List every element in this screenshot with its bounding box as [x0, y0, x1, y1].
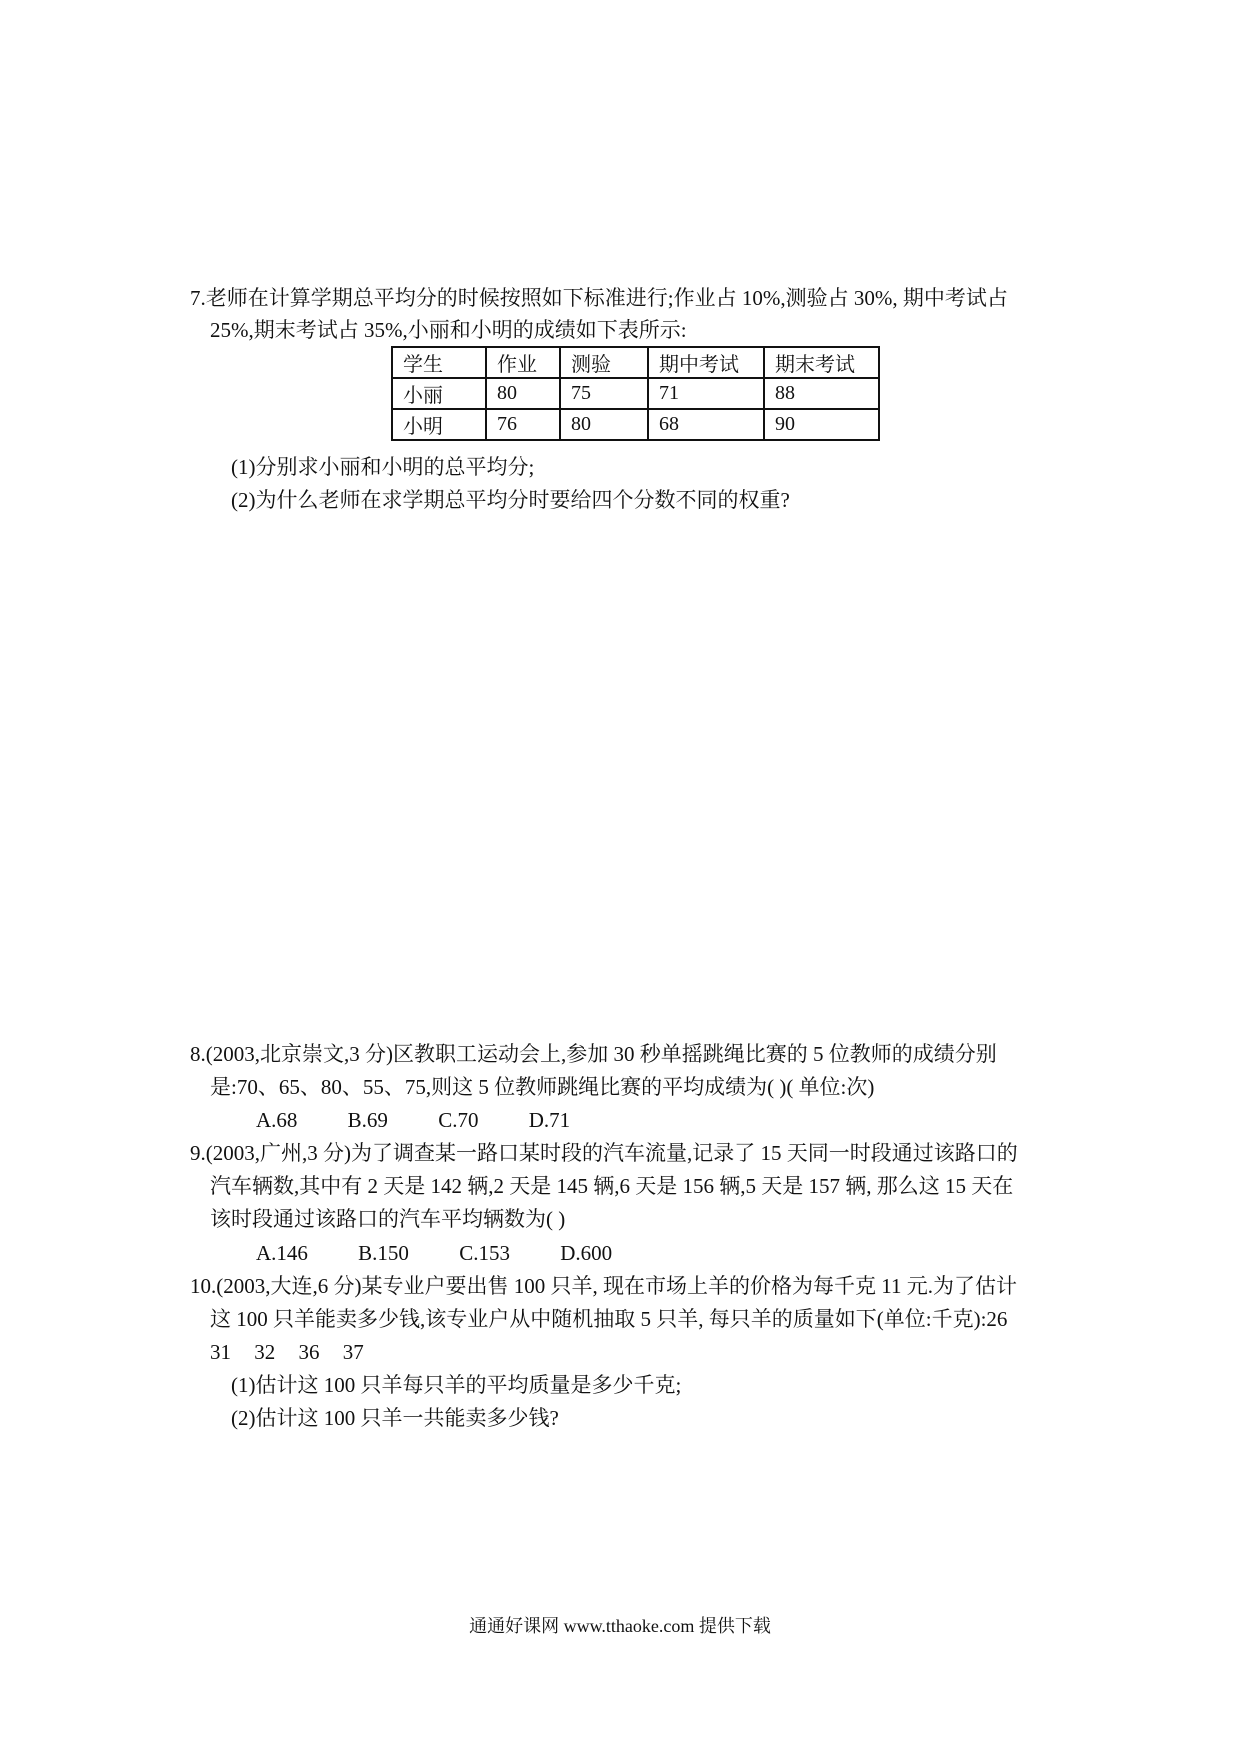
question-8-options	[256, 1105, 615, 1135]
option-c: C.70	[438, 1108, 479, 1132]
weight-value: 37	[342, 1340, 364, 1364]
question-7-sub-2: (2)为什么老师在求学期总平均分时要给四个分数不同的权重?	[231, 488, 790, 512]
question-7-line-1: 7.老师在计算学期总平均分的时候按照如下标准进行;作业占 10%,测验占 30%, 期中考试占	[190, 286, 1008, 310]
table-cell: 88	[764, 378, 879, 409]
question-9-line-2: 汽车辆数,其中有 2 天是 142 辆,2 天是 145 辆,6 天是 156 辆,5 天是 157 辆, 那么这 15 天在	[210, 1174, 1014, 1198]
table-cell: 80	[560, 409, 648, 440]
table-header-cell: 期中考试	[648, 347, 764, 378]
table-cell: 小丽	[392, 378, 486, 409]
option-b: B.150	[358, 1241, 409, 1265]
question-8-line-2: 是:70、65、80、55、75,则这 5 位教师跳绳比赛的平均成绩为( )( 单位:次)	[210, 1075, 875, 1099]
table-header-row	[392, 347, 879, 378]
question-10-line-1: 10.(2003,大连,6 分)某专业户要出售 100 只羊, 现在市场上羊的价格为每千克 11 元.为了估计	[190, 1274, 1017, 1298]
option-a: A.146	[256, 1241, 308, 1265]
question-9-options	[256, 1238, 657, 1268]
question-7-sub-1: (1)分别求小丽和小明的总平均分;	[231, 455, 535, 479]
question-10-sub-1: (1)估计这 100 只羊每只羊的平均质量是多少千克;	[231, 1373, 682, 1397]
question-10-sub-2: (2)估计这 100 只羊一共能卖多少钱?	[231, 1406, 559, 1430]
question-10-line-2: 这 100 只羊能卖多少钱,该专业户从中随机抽取 5 只羊, 每只羊的质量如下(单位:千克):26	[210, 1307, 1008, 1331]
table-cell: 小明	[392, 409, 486, 440]
option-c: C.153	[459, 1241, 510, 1265]
question-10-weights	[210, 1337, 382, 1367]
weight-value: 36	[298, 1340, 320, 1364]
table-cell: 71	[648, 378, 764, 409]
table-header-cell: 作业	[486, 347, 560, 378]
weight-value: 32	[254, 1340, 276, 1364]
question-9-line-1: 9.(2003,广州,3 分)为了调查某一路口某时段的汽车流量,记录了 15 天同一时段通过该路口的	[190, 1141, 1018, 1165]
footer-credit: 通通好课网 www.tthaoke.com 提供下载	[469, 1616, 771, 1636]
option-d: D.71	[528, 1108, 571, 1132]
question-9-line-3: 该时段通过该路口的汽车平均辆数为( )	[210, 1207, 566, 1231]
table-cell: 80	[486, 378, 560, 409]
table-cell: 75	[560, 378, 648, 409]
table-header-cell: 学生	[392, 347, 486, 378]
weight-value: 31	[210, 1340, 231, 1364]
score-table	[391, 346, 880, 441]
table-cell: 76	[486, 409, 560, 440]
table-cell: 68	[648, 409, 764, 440]
table-cell: 90	[764, 409, 879, 440]
option-b: B.69	[347, 1108, 388, 1132]
option-a: A.68	[256, 1108, 298, 1132]
option-d: D.600	[560, 1241, 613, 1265]
table-row	[392, 409, 879, 440]
table-row	[392, 378, 879, 409]
question-7-line-2: 25%,期末考试占 35%,小丽和小明的成绩如下表所示:	[210, 318, 687, 342]
question-8-line-1: 8.(2003,北京崇文,3 分)区教职工运动会上,参加 30 秒单摇跳绳比赛的 5 位教师的成绩分别	[190, 1042, 997, 1066]
table-header-cell: 期末考试	[764, 347, 879, 378]
table-header-cell: 测验	[560, 347, 648, 378]
